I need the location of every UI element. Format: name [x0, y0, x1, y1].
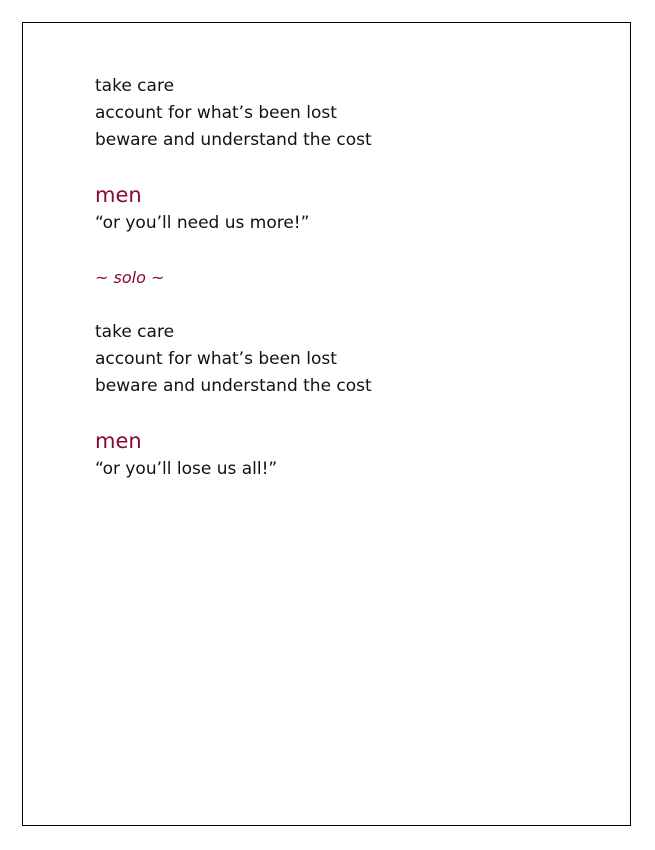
- stage-direction: ~ solo ~: [95, 268, 165, 287]
- lyric-line: account for what’s been lost: [95, 103, 337, 123]
- lyric-line: beware and understand the cost: [95, 130, 372, 150]
- lyric-line: take care: [95, 76, 175, 96]
- stanza-1: [95, 73, 615, 154]
- lyric-line: beware and understand the cost: [95, 376, 372, 396]
- quoted-line: “or you’ll need us more!”: [95, 213, 310, 233]
- lyrics-content: [95, 73, 615, 483]
- stanza-2: [95, 319, 615, 400]
- speaker-label: men: [95, 183, 142, 207]
- quoted-line: “or you’ll lose us all!”: [95, 459, 278, 479]
- speaker-label: men: [95, 429, 142, 453]
- lyric-line: take care: [95, 322, 175, 342]
- script-page: [22, 22, 631, 826]
- lyric-line: account for what’s been lost: [95, 349, 337, 369]
